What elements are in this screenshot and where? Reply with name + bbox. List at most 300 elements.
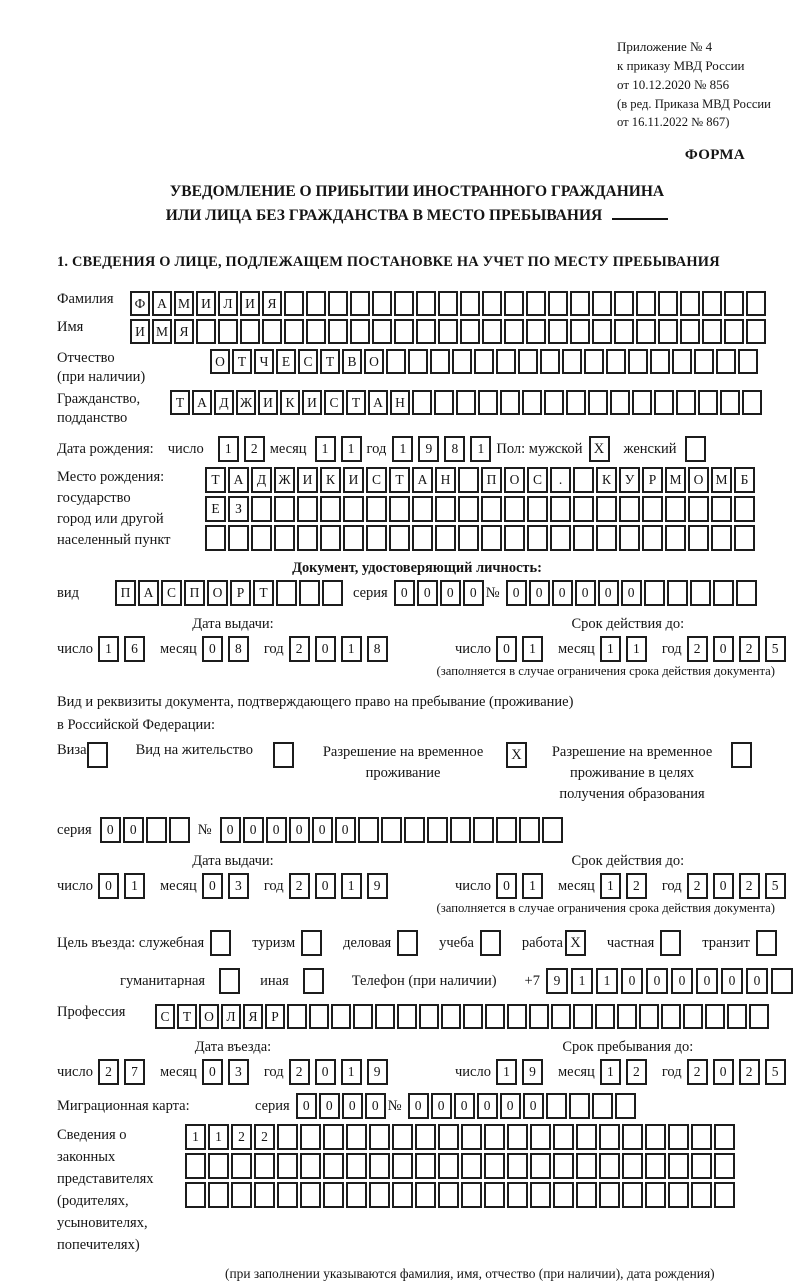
char-cell[interactable]: 2 xyxy=(289,873,310,899)
char-cell[interactable] xyxy=(482,319,502,344)
char-cell[interactable]: 0 xyxy=(100,817,121,843)
char-cell[interactable] xyxy=(473,817,494,843)
char-cell[interactable] xyxy=(276,580,297,606)
char-cell[interactable]: 0 xyxy=(417,580,438,606)
char-cell[interactable]: 2 xyxy=(687,1059,708,1085)
char-cell[interactable] xyxy=(658,319,678,344)
char-cell[interactable]: 0 xyxy=(202,1059,223,1085)
char-cell[interactable] xyxy=(522,390,542,415)
char-cell[interactable]: 7 xyxy=(124,1059,145,1085)
char-cell[interactable] xyxy=(527,525,548,551)
char-cell[interactable]: 0 xyxy=(408,1093,429,1119)
char-cell[interactable]: 0 xyxy=(671,968,693,994)
char-cell[interactable] xyxy=(346,1182,367,1208)
char-cell[interactable]: И xyxy=(302,390,322,415)
char-cell[interactable] xyxy=(219,968,240,994)
char-cell[interactable]: 8 xyxy=(228,636,249,662)
char-cell[interactable]: 2 xyxy=(687,873,708,899)
char-cell[interactable]: О xyxy=(210,349,230,374)
char-cell[interactable] xyxy=(504,291,524,316)
char-cell[interactable] xyxy=(427,817,448,843)
char-cell[interactable] xyxy=(262,319,282,344)
char-cell[interactable]: К xyxy=(320,467,341,493)
char-cell[interactable] xyxy=(553,1124,574,1150)
char-cell[interactable] xyxy=(301,930,322,956)
char-cell[interactable] xyxy=(185,1182,206,1208)
char-cell[interactable]: Ч xyxy=(254,349,274,374)
char-cell[interactable]: 5 xyxy=(765,636,786,662)
char-cell[interactable]: 0 xyxy=(500,1093,521,1119)
char-cell[interactable] xyxy=(622,1124,643,1150)
char-cell[interactable] xyxy=(573,467,594,493)
char-cell[interactable]: 1 xyxy=(522,873,543,899)
char-cell[interactable] xyxy=(392,1124,413,1150)
char-cell[interactable]: К xyxy=(280,390,300,415)
char-cell[interactable]: 1 xyxy=(600,636,621,662)
char-cell[interactable] xyxy=(553,1153,574,1179)
char-cell[interactable]: Е xyxy=(276,349,296,374)
char-cell[interactable]: 0 xyxy=(266,817,287,843)
char-cell[interactable]: 0 xyxy=(394,580,415,606)
char-cell[interactable] xyxy=(636,291,656,316)
char-cell[interactable] xyxy=(328,291,348,316)
char-cell[interactable] xyxy=(369,1124,390,1150)
char-cell[interactable]: X xyxy=(506,742,527,768)
char-cell[interactable] xyxy=(716,349,736,374)
char-cell[interactable] xyxy=(573,1004,593,1029)
char-cell[interactable] xyxy=(456,390,476,415)
char-cell[interactable]: 0 xyxy=(440,580,461,606)
char-cell[interactable] xyxy=(738,349,758,374)
char-cell[interactable] xyxy=(599,1124,620,1150)
char-cell[interactable] xyxy=(228,525,249,551)
char-cell[interactable] xyxy=(622,1182,643,1208)
char-cell[interactable] xyxy=(460,319,480,344)
char-cell[interactable]: 2 xyxy=(739,1059,760,1085)
char-cell[interactable]: 0 xyxy=(713,1059,734,1085)
char-cell[interactable]: Е xyxy=(205,496,226,522)
char-cell[interactable]: 0 xyxy=(289,817,310,843)
char-cell[interactable] xyxy=(415,1182,436,1208)
char-cell[interactable] xyxy=(404,817,425,843)
char-cell[interactable]: И xyxy=(297,467,318,493)
char-cell[interactable] xyxy=(254,1153,275,1179)
char-cell[interactable]: 0 xyxy=(621,968,643,994)
char-cell[interactable]: 0 xyxy=(506,580,527,606)
char-cell[interactable]: 0 xyxy=(575,580,596,606)
char-cell[interactable] xyxy=(480,930,501,956)
char-cell[interactable]: 9 xyxy=(367,1059,388,1085)
char-cell[interactable] xyxy=(548,291,568,316)
char-cell[interactable] xyxy=(720,390,740,415)
char-cell[interactable] xyxy=(599,1182,620,1208)
char-cell[interactable] xyxy=(749,1004,769,1029)
char-cell[interactable] xyxy=(300,1153,321,1179)
char-cell[interactable] xyxy=(667,580,688,606)
char-cell[interactable] xyxy=(570,291,590,316)
char-cell[interactable] xyxy=(702,291,722,316)
char-cell[interactable]: У xyxy=(619,467,640,493)
char-cell[interactable]: 1 xyxy=(392,436,413,462)
char-cell[interactable]: 0 xyxy=(621,580,642,606)
char-cell[interactable] xyxy=(435,496,456,522)
char-cell[interactable] xyxy=(438,1153,459,1179)
char-cell[interactable] xyxy=(642,496,663,522)
char-cell[interactable]: И xyxy=(240,291,260,316)
char-cell[interactable] xyxy=(507,1124,528,1150)
char-cell[interactable] xyxy=(588,390,608,415)
char-cell[interactable] xyxy=(550,496,571,522)
char-cell[interactable] xyxy=(550,525,571,551)
char-cell[interactable] xyxy=(596,496,617,522)
char-cell[interactable] xyxy=(562,349,582,374)
char-cell[interactable]: Т xyxy=(170,390,190,415)
char-cell[interactable]: 6 xyxy=(124,636,145,662)
char-cell[interactable] xyxy=(474,349,494,374)
char-cell[interactable] xyxy=(610,390,630,415)
char-cell[interactable] xyxy=(573,496,594,522)
char-cell[interactable] xyxy=(412,525,433,551)
char-cell[interactable] xyxy=(297,525,318,551)
char-cell[interactable] xyxy=(208,1182,229,1208)
char-cell[interactable] xyxy=(622,1153,643,1179)
char-cell[interactable]: 0 xyxy=(523,1093,544,1119)
char-cell[interactable] xyxy=(416,319,436,344)
char-cell[interactable] xyxy=(350,319,370,344)
char-cell[interactable]: 0 xyxy=(552,580,573,606)
char-cell[interactable]: 1 xyxy=(341,436,362,462)
char-cell[interactable] xyxy=(441,1004,461,1029)
char-cell[interactable]: Л xyxy=(218,291,238,316)
char-cell[interactable] xyxy=(408,349,428,374)
char-cell[interactable]: 5 xyxy=(765,873,786,899)
char-cell[interactable] xyxy=(392,1153,413,1179)
char-cell[interactable]: С xyxy=(161,580,182,606)
char-cell[interactable] xyxy=(530,1182,551,1208)
char-cell[interactable] xyxy=(277,1124,298,1150)
char-cell[interactable] xyxy=(672,349,692,374)
char-cell[interactable]: 9 xyxy=(367,873,388,899)
char-cell[interactable] xyxy=(566,390,586,415)
char-cell[interactable] xyxy=(274,496,295,522)
char-cell[interactable] xyxy=(504,319,524,344)
char-cell[interactable] xyxy=(714,1182,735,1208)
char-cell[interactable]: О xyxy=(207,580,228,606)
char-cell[interactable]: С xyxy=(366,467,387,493)
char-cell[interactable] xyxy=(460,291,480,316)
char-cell[interactable]: 1 xyxy=(341,873,362,899)
char-cell[interactable] xyxy=(576,1124,597,1150)
char-cell[interactable] xyxy=(632,390,652,415)
char-cell[interactable] xyxy=(372,319,392,344)
char-cell[interactable] xyxy=(461,1124,482,1150)
char-cell[interactable] xyxy=(450,817,471,843)
char-cell[interactable] xyxy=(369,1153,390,1179)
char-cell[interactable] xyxy=(500,390,520,415)
char-cell[interactable] xyxy=(309,1004,329,1029)
char-cell[interactable] xyxy=(526,291,546,316)
char-cell[interactable] xyxy=(231,1182,252,1208)
char-cell[interactable] xyxy=(416,291,436,316)
char-cell[interactable]: 0 xyxy=(477,1093,498,1119)
char-cell[interactable] xyxy=(284,319,304,344)
char-cell[interactable] xyxy=(146,817,167,843)
char-cell[interactable]: 2 xyxy=(626,873,647,899)
char-cell[interactable]: 1 xyxy=(218,436,239,462)
char-cell[interactable]: 3 xyxy=(228,1059,249,1085)
char-cell[interactable]: Ж xyxy=(274,467,295,493)
char-cell[interactable]: 9 xyxy=(522,1059,543,1085)
char-cell[interactable]: Т xyxy=(320,349,340,374)
char-cell[interactable]: А xyxy=(138,580,159,606)
char-cell[interactable]: 1 xyxy=(315,436,336,462)
char-cell[interactable]: 1 xyxy=(185,1124,206,1150)
char-cell[interactable] xyxy=(381,817,402,843)
char-cell[interactable]: О xyxy=(199,1004,219,1029)
char-cell[interactable] xyxy=(724,291,744,316)
char-cell[interactable]: 2 xyxy=(739,636,760,662)
char-cell[interactable] xyxy=(668,1153,689,1179)
char-cell[interactable] xyxy=(369,1182,390,1208)
char-cell[interactable]: 1 xyxy=(124,873,145,899)
char-cell[interactable]: 1 xyxy=(626,636,647,662)
char-cell[interactable] xyxy=(685,436,706,462)
char-cell[interactable] xyxy=(484,1182,505,1208)
char-cell[interactable] xyxy=(688,525,709,551)
char-cell[interactable] xyxy=(529,1004,549,1029)
char-cell[interactable] xyxy=(484,1124,505,1150)
char-cell[interactable] xyxy=(366,525,387,551)
char-cell[interactable]: X xyxy=(589,436,610,462)
char-cell[interactable] xyxy=(434,390,454,415)
char-cell[interactable]: А xyxy=(368,390,388,415)
char-cell[interactable] xyxy=(251,496,272,522)
char-cell[interactable] xyxy=(386,349,406,374)
char-cell[interactable] xyxy=(702,319,722,344)
char-cell[interactable]: 0 xyxy=(315,636,336,662)
char-cell[interactable]: Т xyxy=(389,467,410,493)
char-cell[interactable] xyxy=(320,496,341,522)
char-cell[interactable]: П xyxy=(481,467,502,493)
char-cell[interactable]: 2 xyxy=(687,636,708,662)
char-cell[interactable] xyxy=(323,1182,344,1208)
char-cell[interactable] xyxy=(389,525,410,551)
char-cell[interactable] xyxy=(714,1153,735,1179)
char-cell[interactable] xyxy=(518,349,538,374)
char-cell[interactable] xyxy=(592,319,612,344)
char-cell[interactable]: 2 xyxy=(254,1124,275,1150)
char-cell[interactable] xyxy=(87,742,108,768)
char-cell[interactable] xyxy=(210,930,231,956)
char-cell[interactable] xyxy=(375,1004,395,1029)
char-cell[interactable]: 1 xyxy=(470,436,491,462)
char-cell[interactable]: 0 xyxy=(342,1093,363,1119)
char-cell[interactable] xyxy=(570,319,590,344)
char-cell[interactable] xyxy=(746,291,766,316)
char-cell[interactable] xyxy=(599,1153,620,1179)
char-cell[interactable]: 1 xyxy=(341,1059,362,1085)
char-cell[interactable]: Т xyxy=(177,1004,197,1029)
char-cell[interactable]: 0 xyxy=(529,580,550,606)
char-cell[interactable] xyxy=(698,390,718,415)
char-cell[interactable] xyxy=(665,496,686,522)
char-cell[interactable] xyxy=(208,1153,229,1179)
char-cell[interactable]: 1 xyxy=(596,968,618,994)
char-cell[interactable]: 2 xyxy=(231,1124,252,1150)
char-cell[interactable] xyxy=(284,291,304,316)
char-cell[interactable]: Т xyxy=(346,390,366,415)
char-cell[interactable] xyxy=(542,817,563,843)
char-cell[interactable]: В xyxy=(342,349,362,374)
char-cell[interactable]: 0 xyxy=(713,636,734,662)
char-cell[interactable] xyxy=(756,930,777,956)
char-cell[interactable]: О xyxy=(364,349,384,374)
char-cell[interactable] xyxy=(358,817,379,843)
char-cell[interactable] xyxy=(526,319,546,344)
char-cell[interactable] xyxy=(481,496,502,522)
char-cell[interactable] xyxy=(507,1004,527,1029)
char-cell[interactable] xyxy=(595,1004,615,1029)
char-cell[interactable] xyxy=(658,291,678,316)
char-cell[interactable]: М xyxy=(174,291,194,316)
char-cell[interactable] xyxy=(530,1153,551,1179)
char-cell[interactable] xyxy=(683,1004,703,1029)
char-cell[interactable]: 0 xyxy=(646,968,668,994)
char-cell[interactable]: 0 xyxy=(315,1059,336,1085)
char-cell[interactable] xyxy=(573,525,594,551)
char-cell[interactable] xyxy=(412,390,432,415)
char-cell[interactable] xyxy=(300,1182,321,1208)
char-cell[interactable]: П xyxy=(115,580,136,606)
char-cell[interactable]: 1 xyxy=(600,873,621,899)
char-cell[interactable] xyxy=(734,525,755,551)
char-cell[interactable] xyxy=(438,1124,459,1150)
char-cell[interactable] xyxy=(415,1153,436,1179)
char-cell[interactable] xyxy=(713,580,734,606)
char-cell[interactable]: 0 xyxy=(598,580,619,606)
char-cell[interactable] xyxy=(415,1124,436,1150)
char-cell[interactable]: 0 xyxy=(496,873,517,899)
char-cell[interactable] xyxy=(397,1004,417,1029)
char-cell[interactable]: З xyxy=(228,496,249,522)
char-cell[interactable] xyxy=(771,968,793,994)
char-cell[interactable] xyxy=(694,349,714,374)
char-cell[interactable] xyxy=(397,930,418,956)
char-cell[interactable] xyxy=(668,1124,689,1150)
char-cell[interactable] xyxy=(705,1004,725,1029)
char-cell[interactable]: А xyxy=(412,467,433,493)
char-cell[interactable]: Ж xyxy=(236,390,256,415)
char-cell[interactable] xyxy=(553,1182,574,1208)
char-cell[interactable] xyxy=(614,319,634,344)
char-cell[interactable]: 0 xyxy=(431,1093,452,1119)
char-cell[interactable] xyxy=(185,1153,206,1179)
char-cell[interactable] xyxy=(196,319,216,344)
char-cell[interactable]: 0 xyxy=(746,968,768,994)
char-cell[interactable]: 5 xyxy=(765,1059,786,1085)
char-cell[interactable] xyxy=(372,291,392,316)
char-cell[interactable] xyxy=(323,1153,344,1179)
char-cell[interactable] xyxy=(645,1124,666,1150)
char-cell[interactable] xyxy=(251,525,272,551)
char-cell[interactable]: 2 xyxy=(98,1059,119,1085)
char-cell[interactable]: 0 xyxy=(496,636,517,662)
char-cell[interactable] xyxy=(680,291,700,316)
char-cell[interactable] xyxy=(346,1124,367,1150)
char-cell[interactable] xyxy=(576,1153,597,1179)
char-cell[interactable] xyxy=(546,1093,567,1119)
char-cell[interactable]: О xyxy=(688,467,709,493)
char-cell[interactable]: 0 xyxy=(713,873,734,899)
char-cell[interactable] xyxy=(714,1124,735,1150)
char-cell[interactable] xyxy=(366,496,387,522)
char-cell[interactable]: 2 xyxy=(289,1059,310,1085)
char-cell[interactable] xyxy=(551,1004,571,1029)
char-cell[interactable] xyxy=(452,349,472,374)
char-cell[interactable]: 3 xyxy=(228,873,249,899)
char-cell[interactable]: 8 xyxy=(444,436,465,462)
char-cell[interactable]: 1 xyxy=(522,636,543,662)
char-cell[interactable] xyxy=(485,1004,505,1029)
char-cell[interactable]: . xyxy=(550,467,571,493)
char-cell[interactable]: 0 xyxy=(315,873,336,899)
char-cell[interactable] xyxy=(711,496,732,522)
char-cell[interactable]: А xyxy=(228,467,249,493)
char-cell[interactable] xyxy=(619,525,640,551)
char-cell[interactable] xyxy=(458,525,479,551)
char-cell[interactable] xyxy=(636,319,656,344)
char-cell[interactable] xyxy=(496,349,516,374)
char-cell[interactable] xyxy=(328,319,348,344)
char-cell[interactable] xyxy=(463,1004,483,1029)
char-cell[interactable] xyxy=(731,742,752,768)
char-cell[interactable] xyxy=(438,319,458,344)
char-cell[interactable]: 0 xyxy=(335,817,356,843)
char-cell[interactable] xyxy=(504,525,525,551)
char-cell[interactable]: Д xyxy=(214,390,234,415)
char-cell[interactable] xyxy=(645,1182,666,1208)
char-cell[interactable]: Т xyxy=(232,349,252,374)
char-cell[interactable]: М xyxy=(711,467,732,493)
char-cell[interactable] xyxy=(734,496,755,522)
char-cell[interactable] xyxy=(461,1153,482,1179)
char-cell[interactable]: 0 xyxy=(365,1093,386,1119)
char-cell[interactable] xyxy=(496,817,517,843)
char-cell[interactable]: С xyxy=(298,349,318,374)
char-cell[interactable] xyxy=(592,291,612,316)
char-cell[interactable] xyxy=(394,291,414,316)
char-cell[interactable] xyxy=(306,319,326,344)
char-cell[interactable]: 0 xyxy=(243,817,264,843)
char-cell[interactable] xyxy=(527,496,548,522)
char-cell[interactable]: Я xyxy=(262,291,282,316)
char-cell[interactable] xyxy=(273,742,294,768)
char-cell[interactable]: 1 xyxy=(98,636,119,662)
char-cell[interactable] xyxy=(205,525,226,551)
char-cell[interactable] xyxy=(606,349,626,374)
char-cell[interactable]: 0 xyxy=(696,968,718,994)
char-cell[interactable] xyxy=(394,319,414,344)
char-cell[interactable]: Я xyxy=(243,1004,263,1029)
char-cell[interactable] xyxy=(639,1004,659,1029)
char-cell[interactable] xyxy=(724,319,744,344)
char-cell[interactable] xyxy=(438,1182,459,1208)
char-cell[interactable]: М xyxy=(152,319,172,344)
char-cell[interactable] xyxy=(519,817,540,843)
char-cell[interactable] xyxy=(218,319,238,344)
char-cell[interactable]: 0 xyxy=(721,968,743,994)
char-cell[interactable]: 1 xyxy=(496,1059,517,1085)
